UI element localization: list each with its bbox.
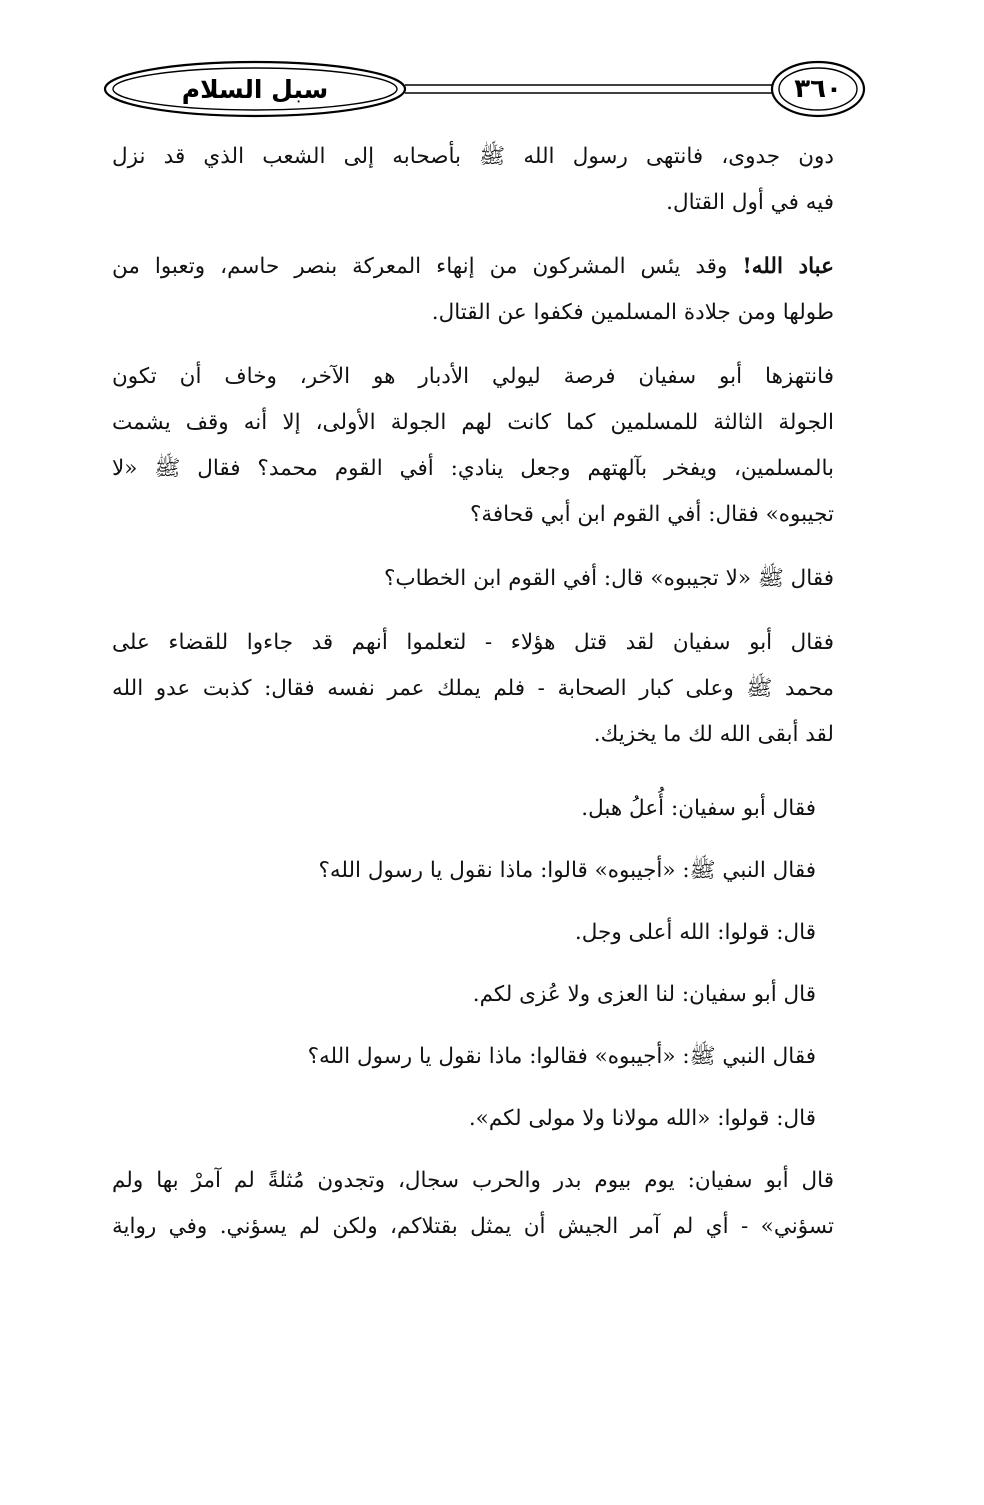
dialogue-line: فقال النبي ﷺ: «أجيبوه» قالوا: ماذا نقول يا رسول الله؟ [318, 858, 816, 883]
paragraph [112, 1158, 834, 1250]
text-line: تجيبوه» فقال: أفي القوم ابن أبي قحافة؟ [469, 502, 834, 527]
paragraph [112, 354, 834, 538]
paragraph-lead: عباد الله! [742, 254, 834, 279]
dialogue-line: قال: قولوا: الله أعلى وجل. [574, 920, 816, 945]
text-line: فانتهزها أبو سفيان فرصة ليولي الأدبار هو الآخر، وخاف أن تكون [112, 364, 834, 389]
text-line: الجولة الثالثة للمسلمين كما كانت لهم الجولة الأولى، إلا أنه وقف يشمت [112, 410, 834, 435]
text-line: دون جدوى، فانتهى رسول الله ﷺ بأصحابه إلى الشعب الذي قد نزل [112, 144, 834, 169]
paragraph [112, 556, 834, 602]
dialogue-line: قال أبو سفيان: لنا العزى ولا عُزى لكم. [472, 982, 816, 1007]
text-line: تسؤني» - أي لم آمر الجيش أن يمثل بقتلاكم، ولكن لم يسؤني. وفي رواية [112, 1214, 834, 1239]
text-line: محمد ﷺ وعلى كبار الصحابة - فلم يملك عمر نفسه فقال: كذبت عدو الله [112, 676, 834, 701]
page-number: ٣٦٠ [794, 74, 842, 104]
book-title: سبل السلام [181, 74, 329, 104]
dialogue-line: فقال النبي ﷺ: «أجيبوه» فقالوا: ماذا نقول يا رسول الله؟ [307, 1044, 816, 1069]
text-line [112, 244, 834, 290]
page-header [100, 58, 870, 120]
text-line: فقال ﷺ «لا تجيبوه» قال: أفي القوم ابن الخطاب؟ [384, 566, 834, 591]
dialogue-line: فقال أبو سفيان: أُعلُ هبل. [581, 796, 816, 821]
text-line: بالمسلمين، ويفخر بآلهتهم وجعل ينادي: أفي القوم محمد؟ فقال ﷺ «لا [112, 456, 834, 481]
text-segment: وقد يئس المشركون من إنهاء المعركة بنصر حاسم، وتعبوا من [112, 254, 743, 279]
paragraph [112, 134, 834, 226]
text-line: طولها ومن جلادة المسلمين فكفوا عن القتال. [431, 300, 834, 325]
paragraph [112, 620, 834, 758]
text-line: لقد أبقى الله لك ما يخزيك. [593, 722, 834, 747]
paragraph [112, 244, 834, 336]
text-line: قال أبو سفيان: يوم بيوم بدر والحرب سجال، وتجدون مُثلةً لم آمرْ بها ولم [112, 1168, 834, 1193]
text-line: فقال أبو سفيان لقد قتل هؤلاء - لتعلموا أنهم قد جاءوا للقضاء على [112, 630, 834, 655]
dialogue-line: قال: قولوا: «الله مولانا ولا مولى لكم». [468, 1106, 816, 1131]
page-body [112, 134, 834, 1268]
text-line: فيه في أول القتال. [666, 190, 834, 215]
